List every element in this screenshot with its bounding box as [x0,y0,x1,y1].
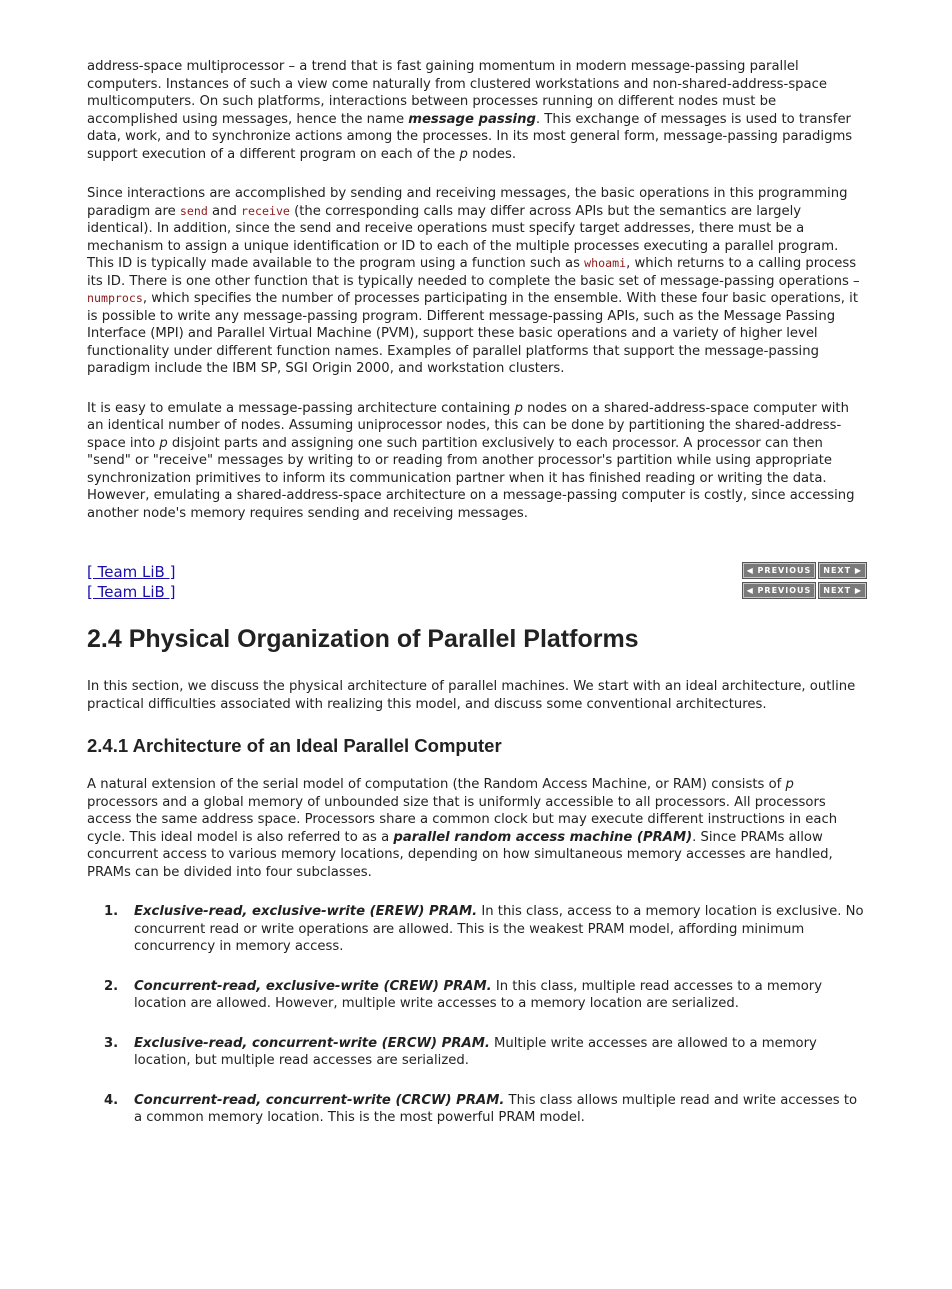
next-button[interactable]: NEXT ▶ [818,562,867,579]
list-item: 1. Exclusive-read, exclusive-write (EREW) PRAM. In this class, access to a memory location is exclusive. No concurrent read or write operations are allowed. This is the weakest PRAM model, affording minimum concurrency in memory access. [104,904,864,954]
paragraph-basic-operations: Since interactions are accomplished by sending and receiving messages, the basic operations in this programming paradigm are send and receive (the corresponding calls may differ across APIs but the semantics are largely identical). In addition, since the send and receive operations must specify target addresses, there must be a mechanism to assign a unique identification or ID to each of the multiple processes executing a parallel program. This ID is typically made available to the program using a function such as whoami, which returns to a calling process its ID. There is one other function that is typically needed to complete the basic set of message-passing operations – numprocs, which specifies the number of processes participating in the ensemble. With these four basic operations, it is possible to write any message-passing program. Different message-passing APIs, such as the Message Passing Interface (MPI) and Parallel Virtual Machine (PVM), support these basic operations and a variety of higher level functionality under different function names. Examples of parallel platforms that support the message-passing paradigm include the IBM SP, SGI Origin 2000, and workstation clusters. [87,186,860,376]
paragraph-message-passing: address-space multiprocessor – a trend that is fast gaining momentum in modern message-passing parallel computers. Instances of such a view come naturally from clustered workstations and non-shared-address-space multicomputers. On such platforms, interactions between processes running on different nodes must be accomplished using messages, hence the name message passing. This exchange of messages is used to transfer data, work, and to synchronize actions among the processes. In its most general form, message-passing paradigms support execution of a different program on each of the p nodes. [87,59,853,162]
previous-button[interactable]: ◀ PREVIOUS [742,562,817,579]
nav-buttons [742,582,867,599]
next-button[interactable]: NEXT ▶ [818,582,867,599]
nav-buttons [742,562,867,579]
paragraph-pram: A natural extension of the serial model of computation (the Random Access Machine, or RAM) consists of p processors and a global memory of unbounded size that is uniformly accessible to all processors. All processors access the same address space. Processors share a common clock but may execute different instructions in each cycle. This ideal model is also referred to as a parallel random access machine (PRAM). Since PRAMs allow concurrent access to various memory locations, depending on how simultaneous memory accesses are handled, PRAMs can be divided into four subclasses. [87,777,838,880]
page-content [87,58,867,1149]
code-send: send [179,203,208,218]
nav-bar-top [87,562,867,582]
code-whoami: whoami [584,256,627,270]
section-intro: In this section, we discuss the physical architecture of parallel machines. We start with an ideal architecture, outline practical difficulties associated with realizing this model, and discuss some conventional architectures. [87,679,856,712]
previous-button[interactable]: ◀ PREVIOUS [742,582,817,599]
team-lib-link[interactable]: [ Team LiB ] [87,563,176,581]
term-message-passing: message passing [408,111,536,127]
list-item: 2. Concurrent-read, exclusive-write (CREW) PRAM. In this class, multiple read accesses to a memory location are allowed. However, multiple write accesses to a memory location are serialized. [104,978,822,1011]
paragraph-emulation: It is easy to emulate a message-passing architecture containing p nodes on a shared-address-space computer with an identical number of nodes. Assuming uniprocessor nodes, this can be done by partitioning the shared-address-space into p disjoint parts and assigning one such partition exclusively to each processor. A processor can then "send" or "receive" messages by writing to or reading from another processor's partition while using appropriate synchronization primitives to inform its communication partner when it has finished reading or writing the data. However, emulating a shared-address-space architecture on a message-passing computer is costly, since accessing another node's memory requires sending and receiving messages. [87,400,855,521]
term-pram: parallel random access machine (PRAM) [393,829,693,845]
code-numprocs: numprocs [87,291,143,305]
section-title: 2.4 Physical Organization of Parallel Platforms [87,625,639,653]
code-receive: receive [241,203,290,218]
list-item: 4. Concurrent-read, concurrent-write (CRCW) PRAM. This class allows multiple read and write accesses to a common memory location. This is the most powerful PRAM model. [104,1092,858,1125]
list-item: 3. Exclusive-read, concurrent-write (ERCW) PRAM. Multiple write accesses are allowed to a memory location, but multiple read accesses are serialized. [104,1035,817,1068]
team-lib-link[interactable]: [ Team LiB ] [87,583,176,601]
nav-bar-bottom [87,582,867,602]
subsection-title: 2.4.1 Architecture of an Ideal Parallel Computer [87,735,502,756]
pram-subclass-list [87,903,867,1127]
